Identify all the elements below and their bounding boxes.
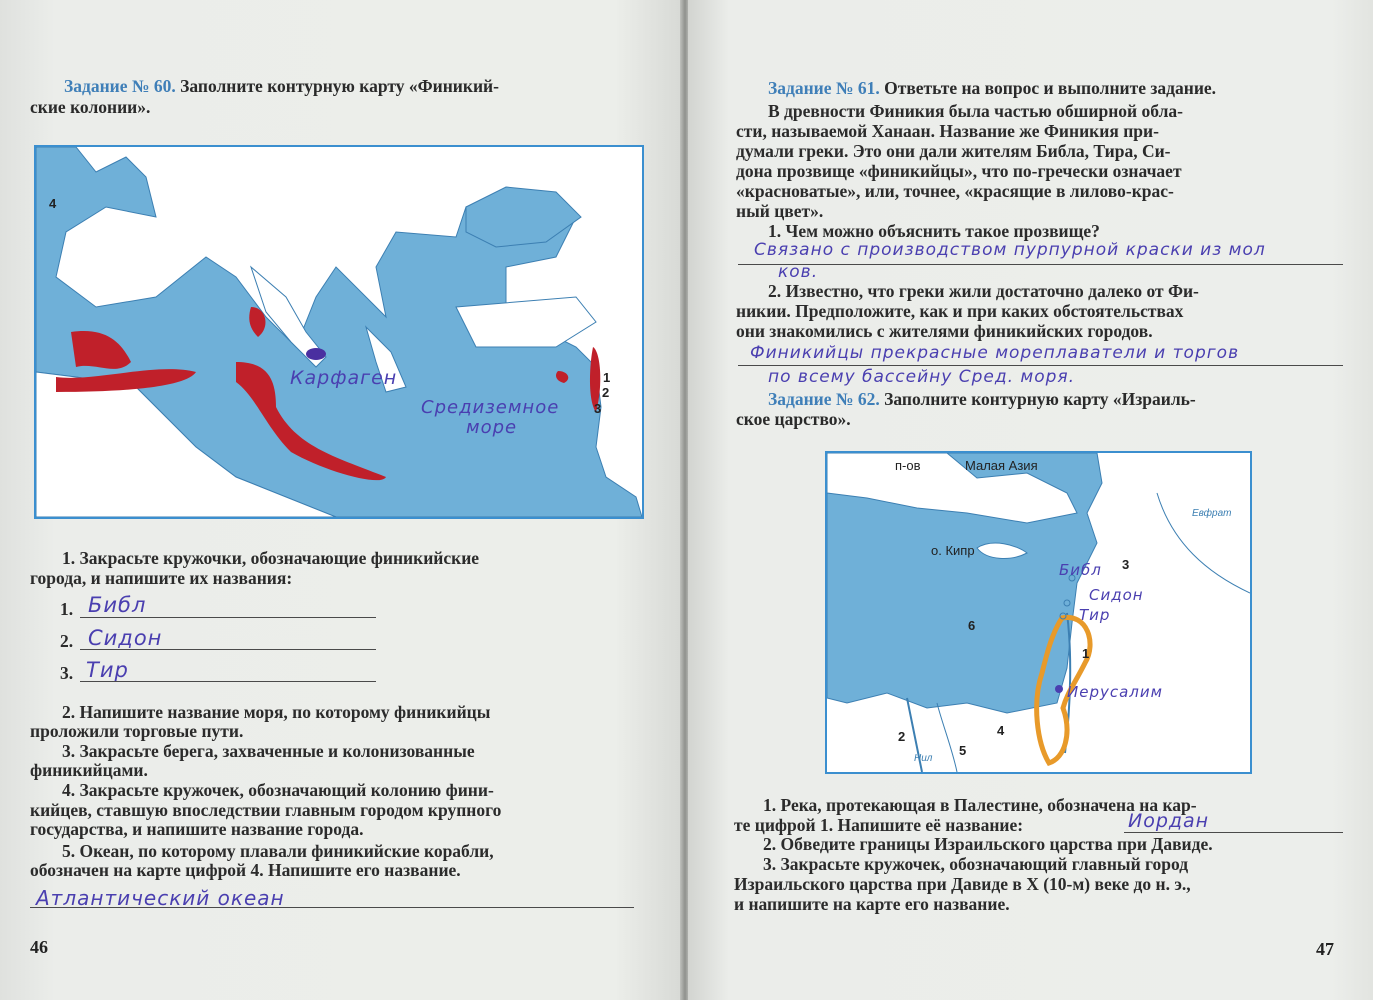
task-62-number: Задание № 62. — [768, 389, 880, 409]
answer-2-num: 2. — [60, 631, 74, 651]
israel-kingdom-map — [825, 451, 1252, 774]
page-number-right: 47 — [1316, 939, 1334, 959]
task-62-q1-answer[interactable]: Иордан — [1128, 810, 1210, 832]
answer-1-text[interactable]: Библ — [88, 593, 147, 617]
label-euphrates: Евфрат — [1192, 508, 1232, 519]
q2-line1: 2. Напишите название моря, по которому финикийцы — [62, 702, 491, 722]
hw-jerusalem: Иерусалим — [1067, 683, 1163, 701]
hw-byblos: Библ — [1059, 561, 1102, 579]
map2-marker-2: 2 — [898, 729, 906, 744]
answer-1-num: 1. — [60, 599, 74, 619]
map1-marker-3: 3 — [594, 401, 602, 416]
task-61-para-6: ный цвет». — [736, 201, 824, 221]
task-61-a1-line2[interactable]: ков. — [778, 262, 819, 282]
answer-2-text[interactable]: Сидон — [88, 626, 163, 650]
q5-line1: 5. Океан, по которому плавали финикийские корабли, — [62, 841, 494, 861]
answer-3-text[interactable]: Тир — [86, 658, 129, 682]
task-61-para-2: сти, называемой Ханаан. Название же Финикия при- — [736, 121, 1159, 141]
left-page — [0, 0, 683, 1000]
q1-line1: 1. Закрасьте кружочки, обозначающие финикийские — [62, 548, 480, 568]
answer-3-line — [80, 681, 376, 682]
q4-line1: 4. Закрасьте кружочек, обозначающий колонию фини- — [62, 780, 494, 800]
task-61-a1-line1[interactable]: Связано с производством пурпурной краски из мол — [754, 240, 1266, 260]
q5-answer-line — [30, 907, 634, 908]
task-62-q1-line2: те цифрой 1. Напишите её название: — [734, 815, 1024, 835]
task-62-q1-rule — [1124, 832, 1343, 833]
carthage-circle — [306, 348, 326, 360]
map2-marker-4: 4 — [997, 723, 1005, 738]
task-61-q2-line2: никии. Предположите, как и при каких обстоятельствах — [736, 301, 1184, 321]
task-62-q3-line3: и напишите на карте его название. — [734, 894, 1010, 914]
task-62-q1-line1: 1. Река, протекающая в Палестине, обозначена на кар- — [763, 795, 1197, 815]
red-sea-edge — [937, 703, 957, 772]
map1-marker-2: 2 — [602, 385, 610, 400]
answer-1-line — [80, 617, 376, 618]
task-61-q2-line1: 2. Известно, что греки жили достаточно далеко от Фи- — [768, 281, 1199, 301]
task-62-q3-line1: 3. Закрасьте кружочек, обозначающий главный город — [763, 854, 1189, 874]
q2-line2: проложили торговые пути. — [30, 721, 244, 741]
label-nile: Нил — [914, 753, 933, 764]
task-62-q3-line2: Израильского царства при Давиде в X (10-м) веке до н. э., — [734, 874, 1191, 894]
task-61-para-4: дона прозвище «финикийцы», что по-гречески означает — [736, 161, 1182, 181]
label-peninsula: п-ов — [895, 458, 921, 473]
task-61-a1-rule — [738, 264, 1343, 265]
task-60-title: Заполните контурную карту «Финикий- — [180, 76, 499, 96]
q5-answer[interactable]: Атлантический океан — [36, 886, 285, 910]
q3-line1: 3. Закрасьте берега, захваченные и колонизованные — [62, 741, 475, 761]
label-cyprus: о. Кипр — [931, 543, 975, 558]
hw-sea-2: море — [466, 417, 518, 438]
map2-marker-5: 5 — [959, 743, 967, 758]
task-62-title-cont: ское царство». — [736, 409, 851, 429]
q3-line2: финикийцами. — [30, 760, 148, 780]
task-61-q2-line3: они знакомились с жителями финикийских городов. — [736, 321, 1153, 341]
answer-2-line — [80, 649, 376, 650]
answer-3-num: 3. — [60, 663, 74, 683]
hw-sea-1: Средиземное — [421, 397, 560, 418]
q5-line2: обозначен на карте цифрой 4. Напишите его название. — [30, 860, 461, 880]
map1-marker-1: 1 — [603, 370, 611, 385]
task-61-a2-rule — [738, 365, 1343, 366]
page-number-left: 46 — [30, 937, 48, 957]
task-61-heading — [768, 78, 1343, 98]
task-62-title: Заполните контурную карту «Израиль- — [884, 389, 1196, 409]
map2-marker-3: 3 — [1122, 557, 1130, 572]
task-60-heading — [64, 76, 654, 96]
task-61-number: Задание № 61. — [768, 78, 880, 98]
q1-line2: города, и напишите их названия: — [30, 568, 293, 588]
task-60-title-cont: ские колонии». — [30, 97, 151, 117]
q4-line2: кийцев, ставшую впоследствии главным городом крупного — [30, 800, 502, 820]
label-asia-minor: Малая Азия — [965, 458, 1038, 473]
map-2-graphic — [827, 453, 1250, 772]
task-60-number: Задание № 60. — [64, 76, 176, 96]
task-61-para-5: «красноватые», или, точнее, «красящие в лилово-крас- — [736, 181, 1174, 201]
task-61-a2-line2[interactable]: по всему бассейну Сред. моря. — [768, 367, 1076, 387]
task-61-q1: 1. Чем можно объяснить такое прозвище? — [768, 221, 1100, 241]
task-61-para-1: В древности Финикия была частью обширной обла- — [768, 101, 1183, 121]
hw-tyre: Тир — [1079, 606, 1111, 624]
map1-marker-4: 4 — [49, 196, 57, 211]
task-61-para-3: думали греки. Это они дали жителям Библа, Тира, Си- — [736, 141, 1171, 161]
task-61-a2-line1[interactable]: Финикийцы прекрасные мореплаватели и торгов — [750, 343, 1240, 363]
map2-marker-1: 1 — [1082, 646, 1090, 661]
map-1-graphic — [36, 147, 642, 517]
hw-carthage: Карфаген — [290, 367, 398, 389]
task-62-q2: 2. Обведите границы Израильского царства при Давиде. — [763, 834, 1213, 854]
phoenician-colonies-map — [34, 145, 644, 519]
right-page — [688, 0, 1373, 1000]
task-61-title: Ответьте на вопрос и выполните задание. — [884, 78, 1217, 98]
map2-marker-6: 6 — [968, 618, 976, 633]
jerusalem-circle — [1055, 685, 1063, 693]
hw-sidon: Сидон — [1089, 586, 1144, 604]
task-62-heading — [768, 389, 1343, 409]
q4-line3: государства, и напишите название города. — [30, 819, 364, 839]
